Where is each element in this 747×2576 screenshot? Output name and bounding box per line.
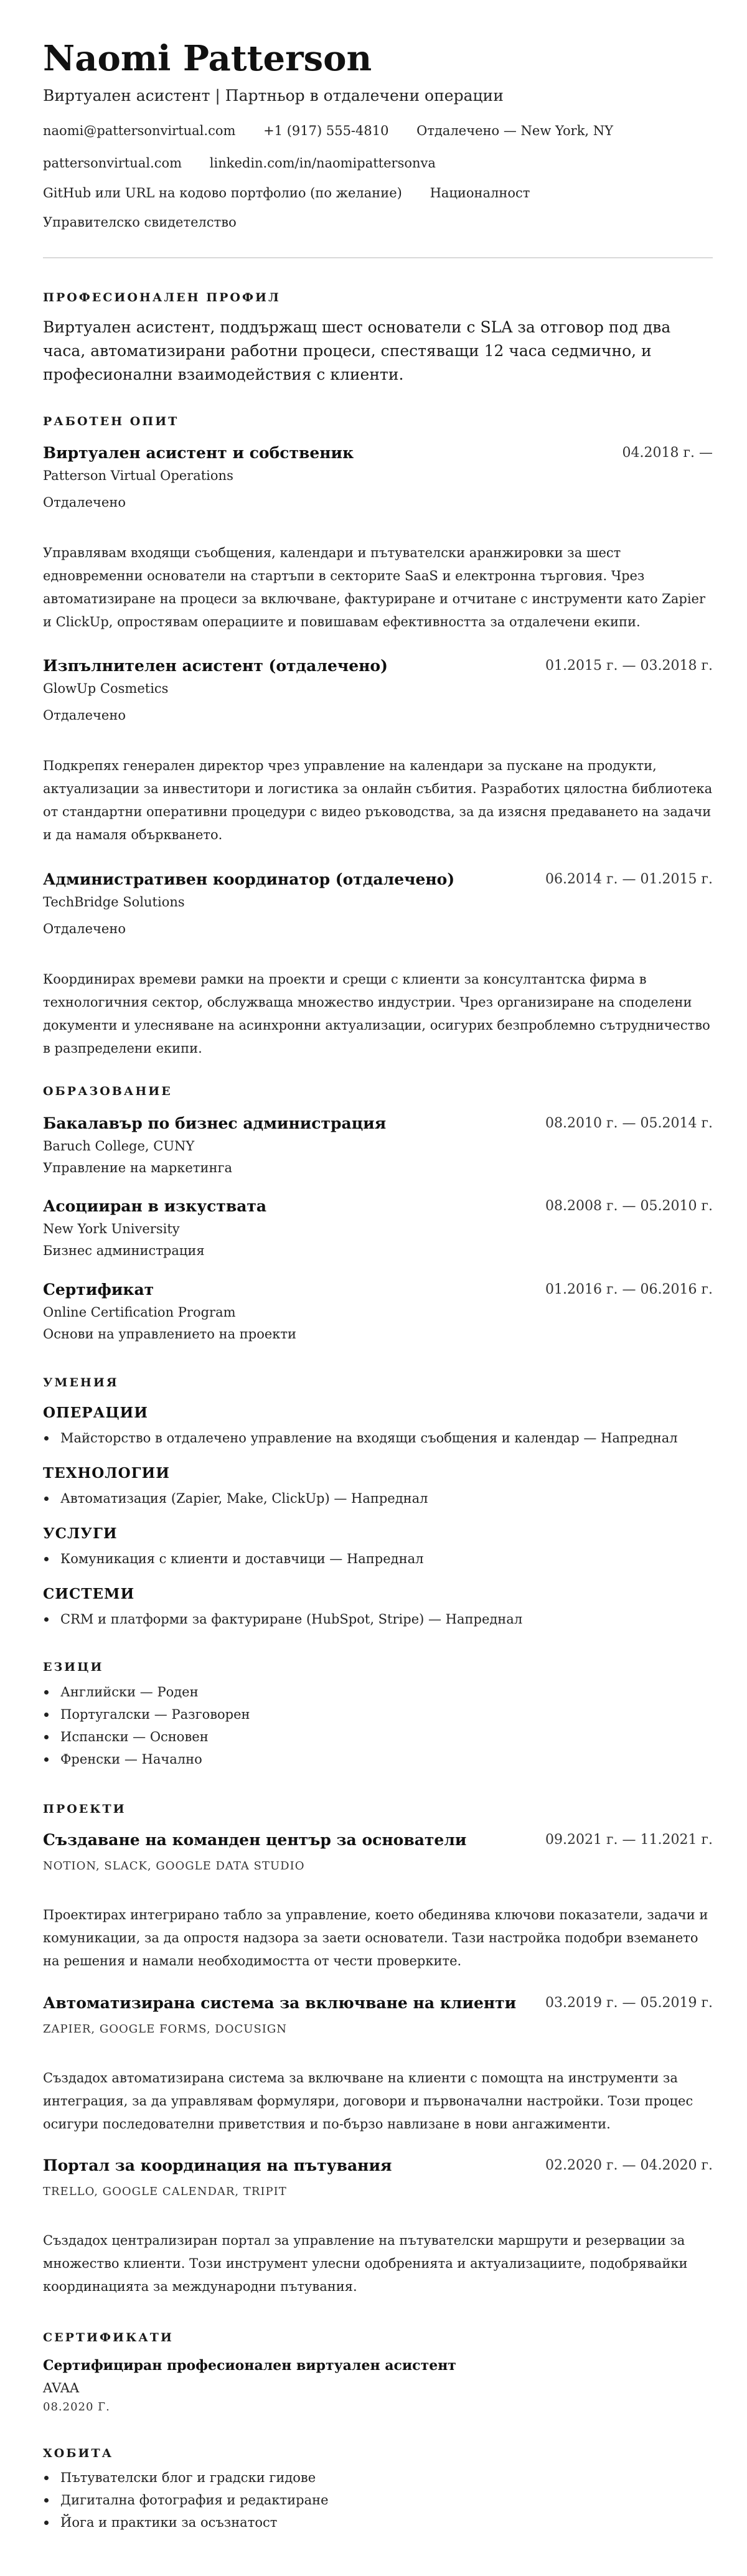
job-title: Административен координатор (отдалечено) [43,870,455,888]
skill-group-title: СИСТЕМИ [43,1586,135,1602]
job-title: Изпълнителен асистент (отдалечено) [43,657,388,675]
contact-line-4 [43,214,260,231]
job-location: Отдалечено [43,921,126,936]
job-date: 04.2018 г. — [622,445,713,461]
skill-list [43,1427,678,1449]
study-field: Основи на управлението на проекти [43,1327,297,1342]
language-item: Португалски — Разговорен [60,1703,250,1726]
degree-title: Сертификат [43,1281,154,1299]
project-title: Автоматизирана система за включване на клиенти [43,1994,517,2012]
job-company: TechBridge Solutions [43,895,185,910]
hobby-item: Пътувателски блог и градски гидове [60,2466,329,2489]
school-name: Online Certification Program [43,1305,236,1320]
hobby-item: Дигитална фотография и редактиране [60,2489,329,2511]
project-tech: NOTION, SLACK, GOOGLE DATA STUDIO [43,1859,305,1873]
project-description: Създадох централизиран портал за управление на пътувателски маршрути и резервации за множество клиенти. Този инструмент улесни одобренията и актуализациите, подобрявайки координацията за международни пътувания. [43,2233,688,2294]
project-date: 02.2020 г. — 04.2020 г. [545,2158,713,2173]
degree-title: Асоцииран в изкуствата [43,1197,267,1215]
job-location: Отдалечено [43,708,126,723]
degree-date: 01.2016 г. — 06.2016 г. [545,1282,713,1297]
header-divider [43,257,713,258]
degree-date: 08.2008 г. — 05.2010 г. [545,1198,713,1214]
skill-list [43,1608,522,1630]
language-item: Френски — Начално [60,1748,250,1770]
candidate-name: Naomi Patterson [43,38,372,79]
license: Управителско свидетелство [43,215,237,230]
project-description: Създадох автоматизирана система за включване на клиенти с помощта на инструменти за интеграция, за да управлявам формуляри, договори и първоначални настройки. Този процес осигури последователни приветствия и по-бързо навлизане в нови ангажименти. [43,2071,693,2132]
education-heading: ОБРАЗОВАНИЕ [43,1084,172,1098]
project-title: Създаване на команден център за основатели [43,1831,467,1849]
hobbies-heading: ХОБИТА [43,2447,114,2460]
project-description: Проектирах интегрирано табло за управление, което обединява ключови показатели, задачи и комуникации, за да опростя надзора за заети основатели. Тази настройка подобри вземането на решения и намали необходимостта от чести проверките. [43,1907,708,1968]
summary-text: Виртуален асистент, поддържащ шест основатели с SLA за отговор под два часа, автоматизирани работни процеси, спестяващи 12 часа седмично, и професионални взаимодействия с клиенти. [43,318,671,383]
headline: Виртуален асистент | Партньор в отдалечени операции [43,87,504,105]
skills-heading: УМЕНИЯ [43,1376,119,1389]
job-company: Patterson Virtual Operations [43,468,233,483]
hobby-list [43,2466,329,2534]
contact-line-2 [43,154,459,172]
job-description: Управлявам входящи съобщения, календари и пътувателски аранжировки за шест едновременни основатели на стартъпи в секторите SaaS и електронна търговия. Чрез автоматизиране на процеси за включване, фактуриране и отчитане с инструменти като Zapier и ClickUp, опростявам операциите и повишавам ефективността за отдалечени екипи. [43,545,706,629]
school-name: Baruch College, CUNY [43,1139,195,1154]
job-description: Подкрепях генерален директор чрез управление на календари за пускане на продукти, актуализации за инвеститори и логистика за онлайн събития. Разработих цялостна библиотека от стандартни оперативни процедури с видео ръководства, за да изясня предаването на задачи и да намаля объркването. [43,758,713,842]
study-field: Управление на маркетинга [43,1160,232,1175]
job-location: Отдалечено [43,495,126,510]
language-list [43,1681,250,1770]
degree-date: 08.2010 г. — 05.2014 г. [545,1116,713,1131]
location: Отдалечено — New York, NY [416,123,614,138]
school-name: New York University [43,1221,180,1236]
job-title: Виртуален асистент и собственик [43,444,354,462]
skill-item: Комуникация с клиенти и доставчици — Напреднал [60,1548,423,1570]
certificate-date: 08.2020 Г. [43,2400,110,2414]
language-item: Английски — Роден [60,1681,250,1703]
hobby-item: Йога и практики за осъзнатост [60,2511,329,2534]
linkedin-link[interactable]: linkedin.com/in/naomipattersonva [209,156,436,171]
projects-heading: ПРОЕКТИ [43,1802,126,1816]
skill-group-title: УСЛУГИ [43,1525,118,1542]
experience-heading: РАБОТЕН ОПИТ [43,415,179,428]
skill-item: Автоматизация (Zapier, Make, ClickUp) — Напреднал [60,1487,428,1510]
contact-line-1 [43,122,637,139]
summary-heading: ПРОФЕСИОНАЛЕН ПРОФИЛ [43,291,281,304]
language-item: Испански — Основен [60,1726,250,1748]
skill-list [43,1487,428,1510]
study-field: Бизнес администрация [43,1243,205,1258]
job-company: GlowUp Cosmetics [43,681,169,696]
website-link[interactable]: pattersonvirtual.com [43,156,182,171]
project-tech: TRELLO, GOOGLE CALENDAR, TRIPIT [43,2185,287,2198]
skill-item: CRM и платформи за фактуриране (HubSpot, Stripe) — Напреднал [60,1608,522,1630]
portfolio: GitHub или URL на кодово портфолио (по желание) [43,186,402,200]
degree-title: Бакалавър по бизнес администрация [43,1114,387,1132]
project-tech: ZAPIER, GOOGLE FORMS, DOCUSIGN [43,2023,288,2036]
nationality: Националност [430,186,530,200]
skill-group-title: ОПЕРАЦИИ [43,1404,148,1421]
phone: +1 (917) 555-4810 [263,123,389,138]
skill-group-title: ТЕХНОЛОГИИ [43,1465,170,1482]
project-title: Портал за координация на пътувания [43,2156,392,2174]
job-date: 06.2014 г. — 01.2015 г. [545,872,713,887]
project-date: 09.2021 г. — 11.2021 г. [545,1832,713,1848]
skill-item: Майсторство в отдалечено управление на входящи съобщения и календар — Напреднал [60,1427,678,1449]
certificate-issuer: AVAA [43,2381,80,2395]
email-link[interactable]: naomi@pattersonvirtual.com [43,123,236,138]
job-date: 01.2015 г. — 03.2018 г. [545,658,713,674]
job-description: Координирах времеви рамки на проекти и срещи с клиенти за консултантска фирма в технологичния сектор, обслужваща множество индустрии. Чрез организиране на споделени документи и улесняване на асинхронни актуализации, осигурих безпроблемно сътрудничество в разпределени екипи. [43,972,710,1056]
contact-line-3 [43,184,553,202]
languages-heading: ЕЗИЦИ [43,1660,104,1674]
skill-list [43,1548,423,1570]
certificate-name: Сертифициран професионален виртуален асистент [43,2357,456,2374]
certificates-heading: СЕРТИФИКАТИ [43,2331,174,2344]
project-date: 03.2019 г. — 05.2019 г. [545,1995,713,2011]
